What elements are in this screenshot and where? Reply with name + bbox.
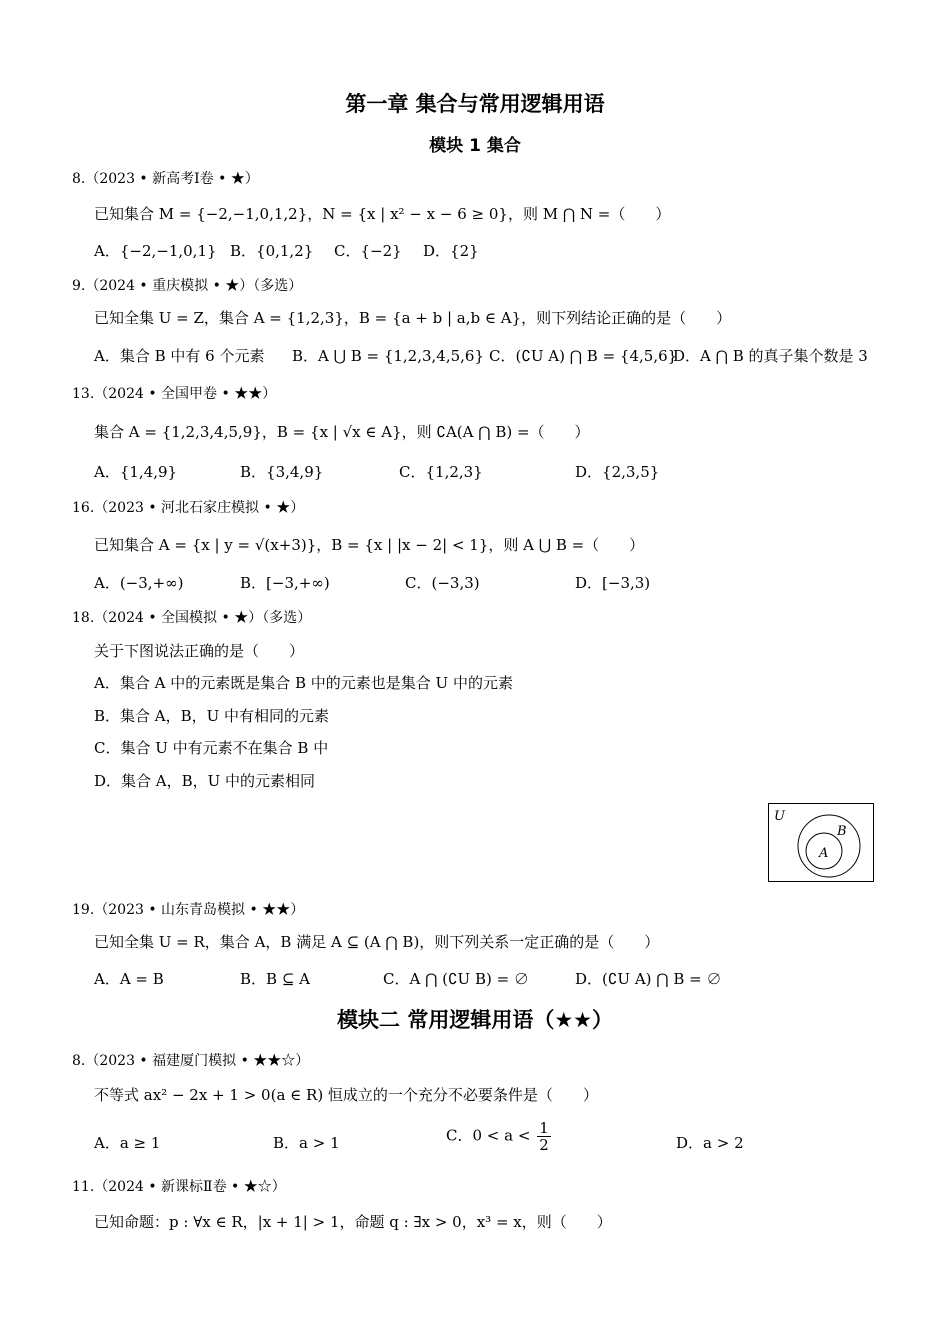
option: D．a > 2 (676, 1134, 744, 1152)
option: C．{−2} (334, 242, 402, 260)
option: A．{1,4,9} (94, 463, 178, 481)
question-stem: 已知命题：p : ∀x ∈ R，|x + 1| > 1，命题 q : ∃x > 0，x³ = x，则（ ） (94, 1213, 612, 1231)
option: A．(−3,+∞) (94, 574, 184, 592)
option: B．A ⋃ B = {1,2,3,4,5,6} (292, 347, 485, 365)
option: C．集合 U 中有元素不在集合 B 中 (94, 739, 329, 757)
venn-diagram (768, 803, 875, 883)
option: C．(∁U A) ⋂ B = {4,5,6} (489, 347, 678, 365)
set-b-circle (798, 815, 860, 877)
option: A．A = B (94, 970, 164, 988)
question-stem: 不等式 ax² − 2x + 1 > 0(a ∈ R) 恒成立的一个充分不必要条件是（ ） (94, 1086, 598, 1104)
option: A．{−2,−1,0,1} (94, 242, 217, 260)
module2-title: 模块二 常用逻辑用语（★★） (337, 1008, 613, 1032)
option: B．{3,4,9} (240, 463, 324, 481)
question-head: 8.（2023 • 福建厦门模拟 • ★★☆） (72, 1053, 310, 1069)
label-a: A (819, 846, 829, 861)
option: B．B ⊆ A (240, 970, 310, 988)
option: C．0 < a < (446, 1126, 531, 1145)
question-stem: 已知集合 A = {x | y = √(x+3)}，B = {x | |x − 2| < 1}，则 A ⋃ B =（ ） (94, 536, 645, 554)
option: C．A ⋂ (∁U B) = ∅ (383, 970, 529, 988)
option: D．{2,3,5} (575, 463, 660, 481)
label-b: B (837, 824, 847, 839)
option: D．{2} (423, 242, 479, 260)
question-stem: 关于下图说法正确的是（ ） (94, 642, 305, 660)
option: B．[−3,+∞) (240, 574, 330, 592)
question-head: 9.（2024 • 重庆模拟 • ★）（多选） (72, 278, 303, 294)
label-u: U (774, 809, 785, 824)
question-stem: 已知集合 M = {−2,−1,0,1,2}，N = {x | x² − x − 6 ≥ 0}，则 M ⋂ N =（ ） (94, 205, 671, 223)
chapter-title: 第一章 集合与常用逻辑用语 (345, 92, 605, 116)
option: D．(∁U A) ⋂ B = ∅ (575, 970, 722, 988)
module1-title: 模块 1 集合 (429, 136, 521, 156)
option: B．{0,1,2} (230, 242, 314, 260)
option: B．a > 1 (273, 1134, 340, 1152)
option: B．集合 A，B，U 中有相同的元素 (94, 707, 330, 725)
question-head: 11.（2024 • 新课标Ⅱ卷 • ★☆） (72, 1179, 286, 1195)
question-head: 8.（2023 • 新高考Ⅰ卷 • ★） (72, 171, 259, 187)
fraction (537, 1120, 551, 1153)
option: A．集合 B 中有 6 个元素 (94, 347, 265, 365)
fraction-denominator: 2 (539, 1136, 549, 1154)
option: D．[−3,3) (575, 574, 651, 592)
fraction-numerator: 1 (539, 1119, 549, 1137)
question-head: 16.（2023 • 河北石家庄模拟 • ★） (72, 500, 305, 516)
option: C．{1,2,3} (399, 463, 483, 481)
option: D．A ⋂ B 的真子集个数是 3 (673, 347, 868, 365)
option: C．(−3,3) (405, 574, 480, 592)
question-head: 13.（2024 • 全国甲卷 • ★★） (72, 386, 277, 402)
question-head: 18.（2024 • 全国模拟 • ★）（多选） (72, 610, 312, 626)
question-stem: 已知全集 U = R，集合 A，B 满足 A ⊆ (A ⋂ B)，则下列关系一定正确的是（ ） (94, 933, 660, 951)
question-stem: 已知全集 U = Z，集合 A = {1,2,3}，B = {a + b | a,b ∈ A}，则下列结论正确的是（ ） (94, 309, 732, 327)
question-head: 19.（2023 • 山东青岛模拟 • ★★） (72, 902, 305, 918)
option: A．集合 A 中的元素既是集合 B 中的元素也是集合 U 中的元素 (94, 674, 513, 692)
question-stem: 集合 A = {1,2,3,4,5,9}，B = {x | √x ∈ A}，则 ∁A(A ⋂ B) =（ ） (94, 423, 590, 441)
option: A．a ≥ 1 (94, 1134, 161, 1152)
option: D．集合 A，B，U 中的元素相同 (94, 772, 316, 790)
option-fraction (446, 1120, 551, 1153)
